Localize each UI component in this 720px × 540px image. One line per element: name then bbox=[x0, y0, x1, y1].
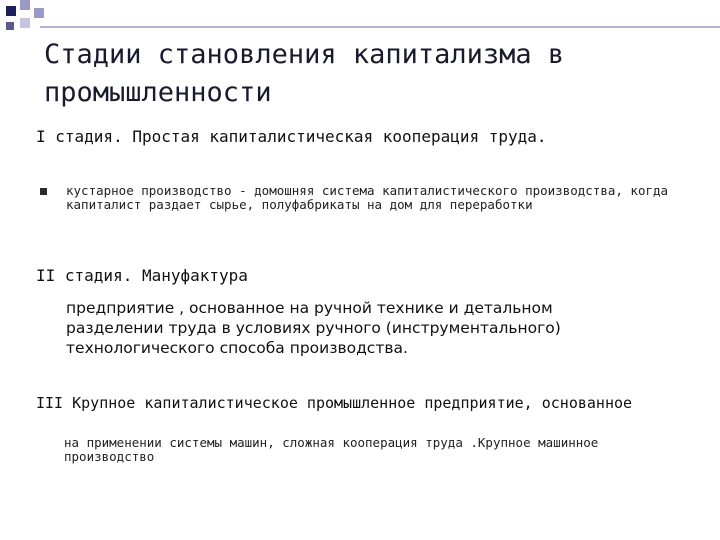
stage2-text: предприятие , основанное на ручной технике и детальном разделении труда в условиях ручного (инструментального) технологического способа производства. bbox=[66, 299, 561, 357]
stage3-text: на применении системы машин, сложная кооперация труда .Крупное машинное производство bbox=[64, 435, 599, 464]
stage2-heading: II стадия. Мануфактура bbox=[36, 266, 248, 285]
square-light bbox=[34, 8, 44, 18]
title-rule bbox=[40, 26, 720, 28]
stage1-bullet-text: кустарное производство - домошняя система капиталистического производства, когда капиталист раздает сырье, полуфабрикаты на дом для переработки bbox=[66, 183, 669, 212]
square-dark bbox=[6, 6, 16, 16]
slide-title: Стадии становления капитализма в промышленности bbox=[44, 39, 565, 108]
square-light bbox=[20, 18, 30, 28]
square-light bbox=[20, 0, 30, 10]
bullet-square-icon bbox=[40, 188, 47, 195]
stage3-heading: III Крупное капиталистическое промышленное предприятие, основанное bbox=[36, 394, 633, 412]
square-dark bbox=[6, 22, 14, 30]
stage1-heading: I стадия. Простая капиталистическая кооперация труда. bbox=[36, 127, 547, 146]
decorative-squares bbox=[0, 0, 60, 40]
